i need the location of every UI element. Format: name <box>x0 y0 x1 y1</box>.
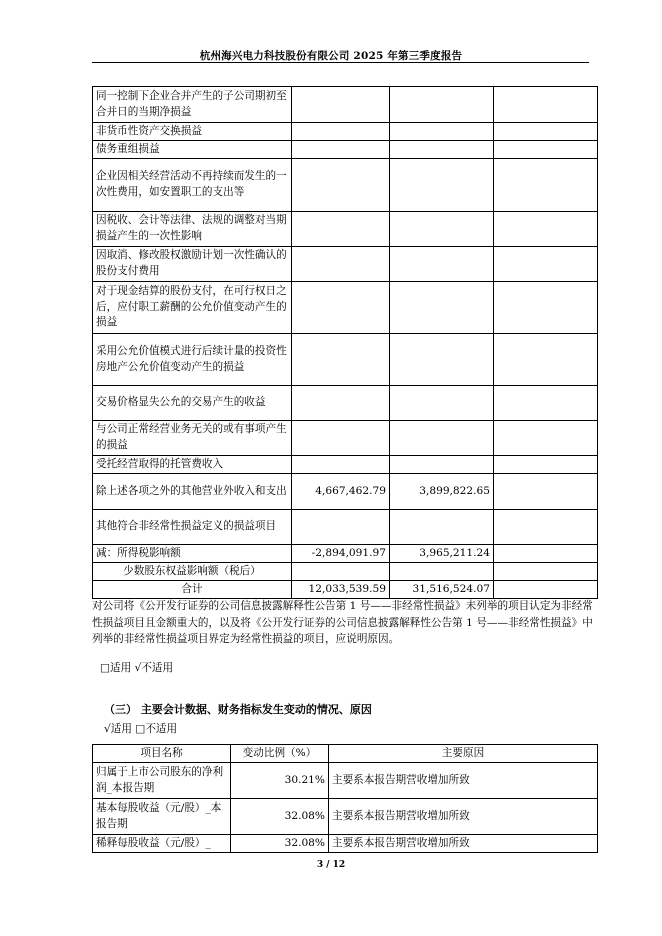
item-cell: 非货币性资产交换损益 <box>93 123 292 141</box>
nonrecurring-items-table <box>92 86 598 599</box>
change-reasons-table <box>92 744 598 853</box>
remark-cell <box>494 247 598 282</box>
ytd-value-cell <box>390 386 494 421</box>
current-value-cell <box>292 421 390 456</box>
item-cell: 少数股东权益影响额（税后） <box>93 563 292 581</box>
table-row-total <box>93 581 598 599</box>
table-row <box>93 212 598 247</box>
ytd-value-cell <box>390 141 494 159</box>
table-row <box>93 510 598 545</box>
ytd-value-cell <box>390 456 494 474</box>
table-row <box>93 334 598 386</box>
current-value-cell: 12,033,539.59 <box>292 581 390 599</box>
total-label-cell: 合计 <box>93 581 292 599</box>
header-item: 项目名称 <box>93 745 231 763</box>
current-value-cell <box>292 386 390 421</box>
table-row <box>93 474 598 510</box>
remark-cell <box>494 421 598 456</box>
section-applicability-choice: √适用 □不适用 <box>104 723 178 735</box>
ytd-value-cell <box>390 510 494 545</box>
remark-cell <box>494 563 598 581</box>
remark-cell <box>494 87 598 123</box>
table-row <box>93 563 598 581</box>
table-row <box>93 456 598 474</box>
remark-cell <box>494 456 598 474</box>
remark-cell <box>494 545 598 563</box>
table-row <box>93 141 598 159</box>
current-value-cell <box>292 123 390 141</box>
reason-cell: 主要系本报告期营收增加所致 <box>329 835 598 853</box>
item-cell: 采用公允价值模式进行后续计量的投资性房地产公允价值变动产生的损益 <box>93 334 292 386</box>
item-cell: 稀释每股收益（元/股）_ <box>93 835 231 853</box>
remark-cell <box>494 212 598 247</box>
current-value-cell <box>292 510 390 545</box>
item-cell: 除上述各项之外的其他营业外收入和支出 <box>93 474 292 510</box>
ytd-value-cell <box>390 563 494 581</box>
section-heading: （三） 主要会计数据、财务指标发生变动的情况、原因 <box>104 703 372 716</box>
item-cell: 受托经营取得的托管费收入 <box>93 456 292 474</box>
remark-cell <box>494 334 598 386</box>
ytd-value-cell <box>390 247 494 282</box>
remark-cell <box>494 141 598 159</box>
table-row <box>93 799 598 835</box>
table-row <box>93 421 598 456</box>
current-value-cell <box>292 159 390 212</box>
header-ratio: 变动比例（%） <box>231 745 329 763</box>
table-row <box>93 763 598 799</box>
reason-cell: 主要系本报告期营收增加所致 <box>329 763 598 799</box>
header-reason: 主要原因 <box>329 745 598 763</box>
item-cell: 企业因相关经营活动不再持续而发生的一次性费用，如安置职工的支出等 <box>93 159 292 212</box>
ytd-value-cell <box>390 87 494 123</box>
current-value-cell <box>292 456 390 474</box>
current-value-cell <box>292 141 390 159</box>
current-value-cell <box>292 563 390 581</box>
remark-cell <box>494 123 598 141</box>
current-value-cell <box>292 247 390 282</box>
remark-cell <box>494 581 598 599</box>
applicability-choice: □适用 √不适用 <box>100 662 174 674</box>
table-row <box>93 159 598 212</box>
item-cell: 债务重组损益 <box>93 141 292 159</box>
page-header-title: 杭州海兴电力科技股份有限公司 2025 年第三季度报告 <box>199 50 463 62</box>
table-row <box>93 247 598 282</box>
current-value-cell <box>292 282 390 334</box>
item-cell: 对于现金结算的股份支付，在可行权日之后，应付职工薪酬的公允价值变动产生的损益 <box>93 282 292 334</box>
current-value-cell <box>292 334 390 386</box>
item-cell: 减：所得税影响额 <box>93 545 292 563</box>
item-cell: 归属于上市公司股东的净利润_本报告期 <box>93 763 231 799</box>
current-value-cell: 4,667,462.79 <box>292 474 390 510</box>
note-paragraph: 对公司将《公开发行证券的公司信息披露解释性公告第 1 号——非经常性损益》未列举的项目认定为非经常性损益项目且金额重大的，以及将《公开发行证券的公司信息披露解释性公告第 1 号——非经常性损益》中列举的非经常性损益项目界定为经常性损益的项目，应说明原因。 <box>92 600 593 645</box>
current-value-cell <box>292 212 390 247</box>
item-cell: 基本每股收益（元/股）_本报告期 <box>93 799 231 835</box>
current-value-cell <box>292 87 390 123</box>
current-value-cell: -2,894,091.97 <box>292 545 390 563</box>
table-header-row <box>93 745 598 763</box>
remark-cell <box>494 510 598 545</box>
ytd-value-cell <box>390 282 494 334</box>
remark-cell <box>494 474 598 510</box>
item-cell: 其他符合非经常性损益定义的损益项目 <box>93 510 292 545</box>
item-cell: 因取消、修改股权激励计划一次性确认的股份支付费用 <box>93 247 292 282</box>
remark-cell <box>494 386 598 421</box>
ratio-cell: 32.08% <box>231 799 329 835</box>
page-number: 3 / 12 <box>316 860 346 870</box>
table-row <box>93 87 598 123</box>
reason-cell: 主要系本报告期营收增加所致 <box>329 799 598 835</box>
table-row <box>93 386 598 421</box>
ytd-value-cell <box>390 334 494 386</box>
ytd-value-cell <box>390 212 494 247</box>
ratio-cell: 32.08% <box>231 835 329 853</box>
table-row <box>93 282 598 334</box>
table-row <box>93 545 598 563</box>
ytd-value-cell: 3,965,211.24 <box>390 545 494 563</box>
remark-cell <box>494 282 598 334</box>
table-row <box>93 835 598 853</box>
item-cell: 交易价格显失公允的交易产生的收益 <box>93 386 292 421</box>
item-cell: 与公司正常经营业务无关的或有事项产生的损益 <box>93 421 292 456</box>
ytd-value-cell <box>390 159 494 212</box>
ratio-cell: 30.21% <box>231 763 329 799</box>
ytd-value-cell: 3,899,822.65 <box>390 474 494 510</box>
table-row <box>93 123 598 141</box>
ytd-value-cell: 31,516,524.07 <box>390 581 494 599</box>
ytd-value-cell <box>390 123 494 141</box>
item-cell: 同一控制下企业合并产生的子公司期初至合并日的当期净损益 <box>93 87 292 123</box>
remark-cell <box>494 159 598 212</box>
header-rule <box>92 62 589 63</box>
ytd-value-cell <box>390 421 494 456</box>
item-cell: 因税收、会计等法律、法规的调整对当期损益产生的一次性影响 <box>93 212 292 247</box>
